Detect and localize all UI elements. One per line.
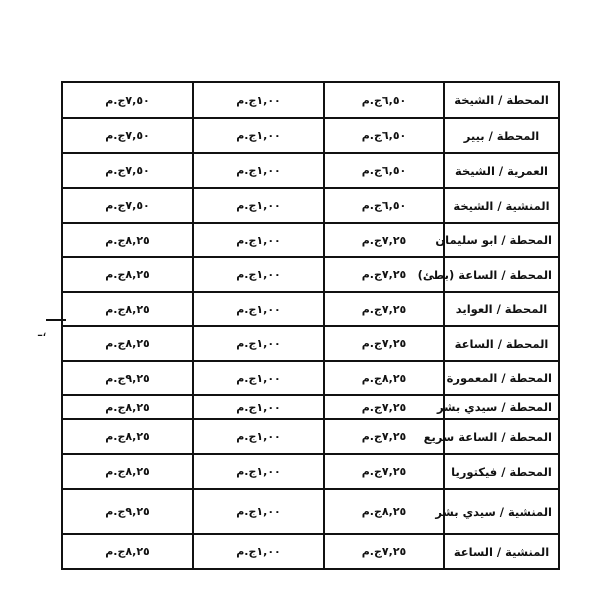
fare-total-cell: ٨,٢٥ج.م — [62, 292, 193, 326]
fare-surcharge-cell: ١,٠٠ج.م — [193, 292, 324, 326]
fare-base-cell: ٧,٢٥ج.م — [324, 534, 444, 569]
fare-total-cell: ٨,٢٥ج.م — [62, 395, 193, 419]
fare-total-cell: ٨,٢٥ج.م — [62, 223, 193, 257]
fare-table — [61, 81, 560, 570]
table-row — [62, 326, 559, 361]
route-cell: المحطة / ابو سليمان — [444, 223, 559, 257]
fare-surcharge-cell: ١,٠٠ج.م — [193, 489, 324, 534]
fare-surcharge-cell: ١,٠٠ج.م — [193, 188, 324, 223]
fare-base-cell: ٧,٢٥ج.م — [324, 292, 444, 326]
fare-total-cell: ٨,٢٥ج.م — [62, 454, 193, 489]
route-cell: المحطة / الشيخة — [444, 82, 559, 118]
fare-surcharge-cell: ١,٠٠ج.م — [193, 223, 324, 257]
fare-surcharge-cell: ١,٠٠ج.م — [193, 534, 324, 569]
table-row — [62, 82, 559, 118]
route-cell: المنشية / الشيخة — [444, 188, 559, 223]
table-row — [62, 118, 559, 153]
fare-total-cell: ٨,٢٥ج.م — [62, 534, 193, 569]
table-row — [62, 534, 559, 569]
fare-base-cell: ٧,٢٥ج.م — [324, 419, 444, 454]
fare-table-body — [62, 82, 559, 569]
fare-surcharge-cell: ١,٠٠ج.م — [193, 118, 324, 153]
table-row — [62, 292, 559, 326]
fare-total-cell: ٧,٥٠ج.م — [62, 188, 193, 223]
fare-base-cell: ٧,٢٥ج.م — [324, 454, 444, 489]
table-row — [62, 489, 559, 534]
route-cell: العمرية / الشيخة — [444, 153, 559, 188]
route-cell: المحطة / بيير — [444, 118, 559, 153]
route-cell: المحطة / الساعة سريع — [444, 419, 559, 454]
fare-base-cell: ٧,٢٥ج.م — [324, 257, 444, 292]
table-row — [62, 454, 559, 489]
route-cell: المنشية / الساعة — [444, 534, 559, 569]
route-cell: المحطة / الساعة (بطئ) — [444, 257, 559, 292]
fare-total-cell: ٨,٢٥ج.م — [62, 419, 193, 454]
table-row — [62, 188, 559, 223]
route-cell: المحطة / العوايد — [444, 292, 559, 326]
fare-surcharge-cell: ١,٠٠ج.م — [193, 454, 324, 489]
fare-base-cell: ٧,٢٥ج.م — [324, 223, 444, 257]
fare-total-cell: ٨,٢٥ج.م — [62, 257, 193, 292]
table-row — [62, 223, 559, 257]
fare-total-cell: ٧,٥٠ج.م — [62, 82, 193, 118]
table-row — [62, 361, 559, 395]
fare-total-cell: ٨,٢٥ج.م — [62, 326, 193, 361]
route-cell: المحطة / المعمورة — [444, 361, 559, 395]
route-cell: المحطة / الساعة — [444, 326, 559, 361]
table-row — [62, 395, 559, 419]
fare-total-cell: ٩,٢٥ج.م — [62, 489, 193, 534]
fare-surcharge-cell: ١,٠٠ج.م — [193, 326, 324, 361]
fare-surcharge-cell: ١,٠٠ج.م — [193, 82, 324, 118]
fare-base-cell: ٦,٥٠ج.م — [324, 82, 444, 118]
route-cell: المحطة / سيدي بشر — [444, 395, 559, 419]
fare-base-cell: ٧,٢٥ج.م — [324, 326, 444, 361]
fare-surcharge-cell: ١,٠٠ج.م — [193, 419, 324, 454]
fare-base-cell: ٦,٥٠ج.م — [324, 153, 444, 188]
table-row — [62, 153, 559, 188]
fare-base-cell: ٦,٥٠ج.م — [324, 118, 444, 153]
fare-total-cell: ٧,٥٠ج.م — [62, 118, 193, 153]
table-row — [62, 419, 559, 454]
fare-base-cell: ٨,٢٥ج.م — [324, 489, 444, 534]
route-cell: المحطة / فيكتوريا — [444, 454, 559, 489]
fare-surcharge-cell: ١,٠٠ج.م — [193, 257, 324, 292]
fare-total-cell: ٧,٥٠ج.م — [62, 153, 193, 188]
route-cell: المنشية / سيدي بشر — [444, 489, 559, 534]
fare-base-cell: ٧,٢٥ج.م — [324, 395, 444, 419]
fare-base-cell: ٨,٢٥ج.م — [324, 361, 444, 395]
fare-surcharge-cell: ١,٠٠ج.م — [193, 153, 324, 188]
fare-surcharge-cell: ١,٠٠ج.م — [193, 395, 324, 419]
table-row — [62, 257, 559, 292]
fare-base-cell: ٦,٥٠ج.م — [324, 188, 444, 223]
margin-mark-glyph: ـ، — [38, 324, 47, 340]
fare-surcharge-cell: ١,٠٠ج.م — [193, 361, 324, 395]
fare-total-cell: ٩,٢٥ج.م — [62, 361, 193, 395]
